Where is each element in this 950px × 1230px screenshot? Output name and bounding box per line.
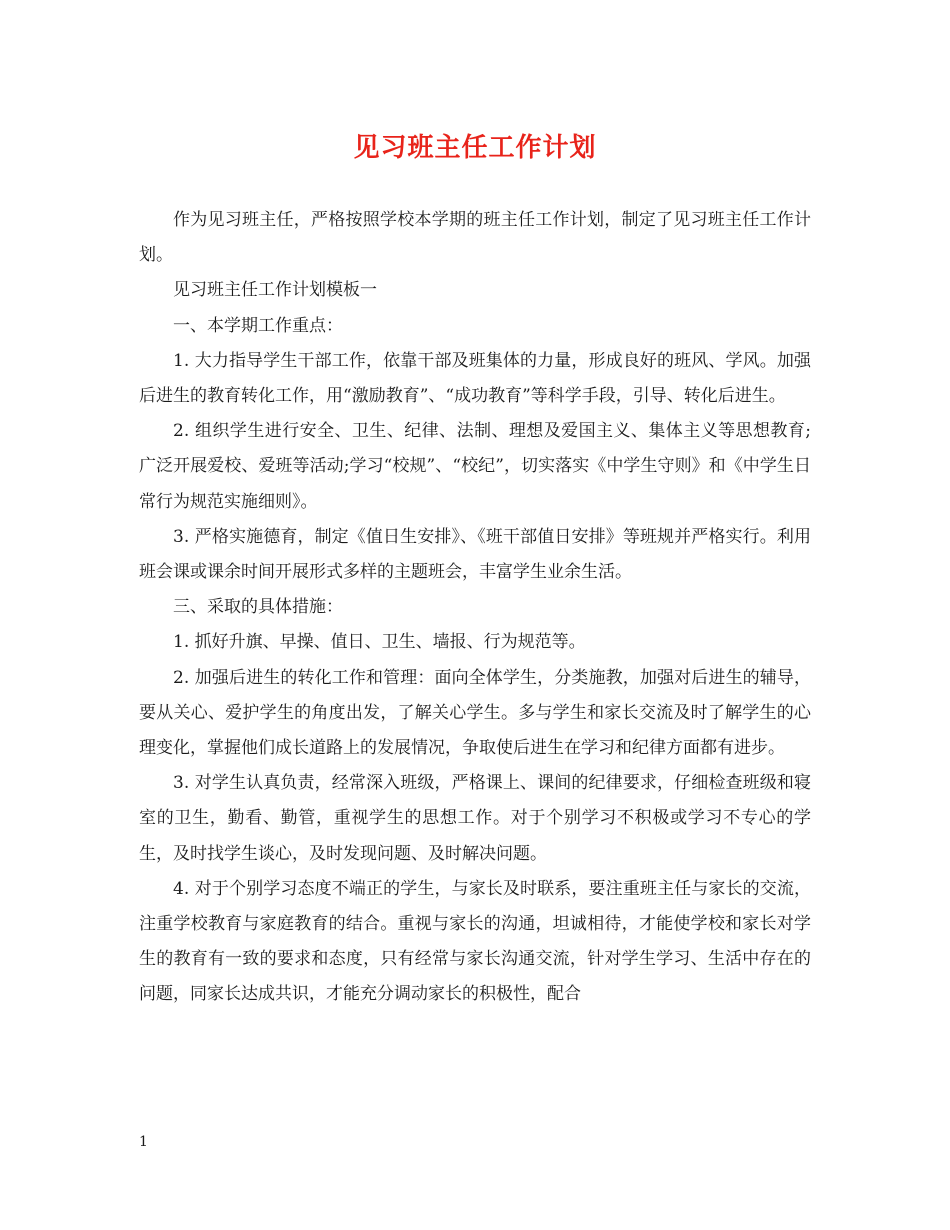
paragraph-item: 2. 组织学生进行安全、卫生、纪律、法制、理想及爱国主义、集体主义等思想教育;广泛开展爱校、爱班等活动;学习“校规”、“校纪”，切实落实《中学生守则》和《中学生日常行为规范实施细则》。 — [139, 421, 811, 512]
document-title: 见习班主任工作计划 — [353, 133, 597, 163]
document-body — [139, 203, 811, 1013]
paragraph-item: 3. 对学生认真负责，经常深入班级，严格课上、课间的纪律要求，仔细检查班级和寝室的卫生，勤看、勤管，重视学生的思想工作。对于个别学习不积极或学习不专心的学生，及时找学生谈心，及时发现问题、及时解决问题。 — [139, 773, 811, 864]
paragraph-item: 4. 对于个别学习态度不端正的学生，与家长及时联系，要注重班主任与家长的交流，注重学校教育与家庭教育的结合。重视与家长的沟通，坦诚相待，才能使学校和家长对学生的教育有一致的要求和态度，只有经常与家长沟通交流，针对学生学习、生活中存在的问题，同家长达成共识，才能充分调动家长的积极性，配合 — [139, 878, 811, 1005]
paragraph-item: 2. 加强后进生的转化工作和管理：面向全体学生，分类施教，加强对后进生的辅导，要从关心、爱护学生的角度出发，了解关心学生。多与学生和家长交流及时了解学生的心理变化，掌握他们成长道路上的发展情况，争取使后进生在学习和纪律方面都有进步。 — [139, 667, 811, 759]
paragraph-intro: 作为见习班主任，严格按照学校本学期的班主任工作计划，制定了见习班主任工作计划。 — [139, 210, 811, 266]
paragraph-section-1-heading: 一、本学期工作重点： — [173, 315, 343, 336]
paragraph-item: 3. 严格实施德育，制定《值日生安排》、《班干部值日安排》等班规并严格实行。利用班会课或课余时间开展形式多样的主题班会，丰富学生业余生活。 — [139, 526, 811, 583]
paragraph-template-heading: 见习班主任工作计划模板一 — [173, 280, 377, 301]
paragraph-item: 1. 大力指导学生干部工作，依靠干部及班集体的力量，形成良好的班风、学风。加强后进生的教育转化工作，用“激励教育”、“成功教育”等科学手段，引导、转化后进生。 — [139, 350, 811, 407]
paragraph-section-3-heading: 三、采取的具体措施： — [173, 597, 343, 618]
paragraph-item: 1. 抓好升旗、早操、值日、卫生、墙报、行为规范等。 — [173, 632, 586, 653]
page-number: 1 — [139, 1134, 148, 1150]
